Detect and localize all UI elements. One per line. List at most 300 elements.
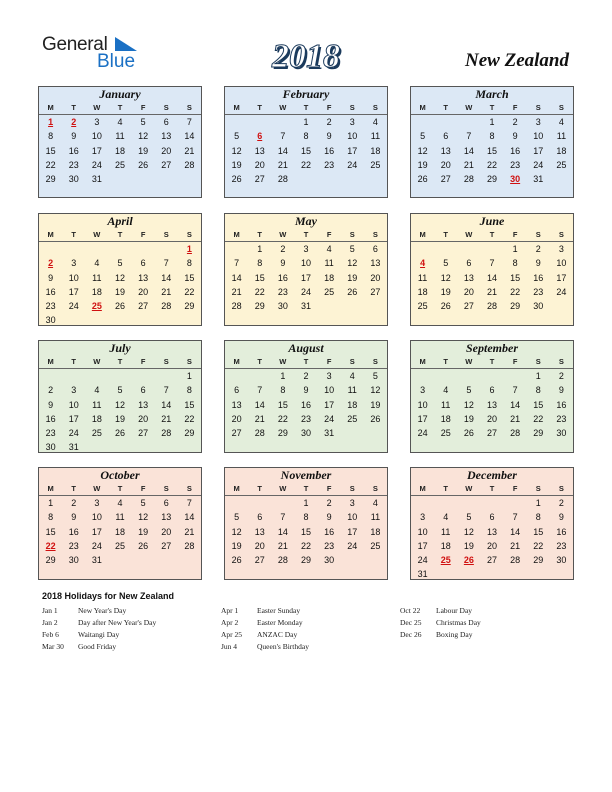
empty-cell xyxy=(108,242,131,256)
weekday-label: T xyxy=(489,484,495,493)
weekday-label: F xyxy=(512,357,518,366)
day-cell: 29 xyxy=(277,428,288,439)
day-cell: 9 xyxy=(71,512,77,523)
day-cell: 19 xyxy=(231,540,242,551)
weekday-label: W xyxy=(279,484,287,493)
holiday-day-cell: 2 xyxy=(48,258,54,269)
holiday-name: New Year's Day xyxy=(78,606,127,615)
day-cell: 21 xyxy=(184,145,195,156)
weekday-label: T xyxy=(489,103,495,112)
month-october xyxy=(38,467,202,580)
day-cell: 19 xyxy=(114,286,125,297)
holiday-name: Queen's Birthday xyxy=(257,642,309,651)
weekday-label: S xyxy=(186,103,192,112)
day-cell: 12 xyxy=(231,526,242,537)
day-cell: 2 xyxy=(71,498,77,508)
day-cell: 10 xyxy=(417,526,428,537)
day-cell: 22 xyxy=(300,159,311,170)
day-cell: 25 xyxy=(347,413,358,424)
empty-cell xyxy=(271,115,294,129)
day-cell: 27 xyxy=(161,159,172,170)
month-title: September xyxy=(466,341,518,355)
weekday-header xyxy=(225,483,387,496)
weekday-label: T xyxy=(443,103,448,112)
day-cell: 28 xyxy=(161,301,172,312)
day-cell: 8 xyxy=(257,258,263,269)
day-cell: 28 xyxy=(510,428,521,439)
day-cell: 6 xyxy=(489,385,495,396)
calendar-year: 2018 xyxy=(272,38,340,75)
day-cell: 19 xyxy=(347,272,358,283)
day-cell: 20 xyxy=(161,145,172,156)
month-january xyxy=(38,86,202,198)
empty-cell xyxy=(480,496,503,510)
holiday-date: Apr 1 xyxy=(221,606,239,615)
day-cell: 17 xyxy=(347,526,358,537)
day-cell: 13 xyxy=(440,145,451,156)
day-cell: 26 xyxy=(114,428,125,439)
weekday-label: S xyxy=(558,357,564,366)
day-cell: 29 xyxy=(184,428,195,439)
day-cell: 25 xyxy=(114,159,125,170)
day-cell: 5 xyxy=(443,258,449,269)
day-cell: 19 xyxy=(370,399,381,410)
holiday-row xyxy=(400,629,580,641)
holiday-name: Good Friday xyxy=(78,642,117,651)
day-cell: 28 xyxy=(463,174,474,185)
day-cell: 2 xyxy=(558,498,564,508)
day-cell: 20 xyxy=(486,540,497,551)
day-cell: 28 xyxy=(254,428,265,439)
day-cell: 21 xyxy=(277,540,288,551)
weekday-label: F xyxy=(326,230,332,239)
day-cell: 1 xyxy=(303,117,309,127)
day-cell: 20 xyxy=(231,413,242,424)
day-cell: 17 xyxy=(556,272,567,283)
empty-cell xyxy=(225,115,248,129)
day-cell: 17 xyxy=(68,286,79,297)
day-cell: 18 xyxy=(370,526,381,537)
day-cell: 23 xyxy=(45,428,56,439)
day-cell: 12 xyxy=(463,399,474,410)
day-cell: 28 xyxy=(161,428,172,439)
day-cell: 18 xyxy=(417,286,428,297)
weekday-label: T xyxy=(257,357,262,366)
weekday-label: M xyxy=(419,357,426,366)
day-grid xyxy=(39,496,201,567)
day-cell: 15 xyxy=(300,145,311,156)
day-cell: 23 xyxy=(300,413,311,424)
day-cell: 29 xyxy=(45,174,56,185)
day-cell: 14 xyxy=(161,399,172,410)
empty-cell xyxy=(248,369,271,383)
day-cell: 7 xyxy=(512,385,518,396)
month-title: November xyxy=(280,468,332,482)
day-grid xyxy=(225,496,387,567)
day-cell: 6 xyxy=(140,258,146,269)
holiday-date: Apr 25 xyxy=(221,630,243,639)
month-title: June xyxy=(479,214,505,228)
day-cell: 25 xyxy=(324,286,335,297)
day-cell: 9 xyxy=(280,258,286,269)
day-cell: 16 xyxy=(45,413,56,424)
day-cell: 3 xyxy=(558,244,564,254)
day-cell: 24 xyxy=(417,428,428,439)
weekday-label: T xyxy=(303,357,309,366)
day-cell: 17 xyxy=(68,413,79,424)
day-cell: 13 xyxy=(370,258,381,269)
day-cell: 13 xyxy=(254,526,265,537)
day-cell: 27 xyxy=(231,428,242,439)
empty-cell xyxy=(248,496,271,510)
day-cell: 24 xyxy=(68,428,79,439)
month-june xyxy=(410,213,574,326)
holiday-row xyxy=(42,641,222,653)
day-cell: 28 xyxy=(510,555,521,566)
day-cell: 31 xyxy=(417,569,428,580)
empty-cell xyxy=(457,369,480,383)
holiday-day-cell: 25 xyxy=(91,301,102,312)
day-cell: 26 xyxy=(440,301,451,312)
day-cell: 10 xyxy=(68,272,79,283)
holiday-day-cell: 26 xyxy=(463,555,474,566)
weekday-label: F xyxy=(326,484,332,493)
empty-cell xyxy=(411,369,434,383)
empty-cell xyxy=(108,369,131,383)
day-cell: 9 xyxy=(558,385,564,396)
day-cell: 30 xyxy=(556,555,567,566)
day-cell: 5 xyxy=(140,498,146,508)
weekday-label: T xyxy=(257,484,262,493)
day-cell: 5 xyxy=(349,244,355,254)
day-cell: 24 xyxy=(324,413,335,424)
day-cell: 10 xyxy=(347,131,358,142)
day-cell: 27 xyxy=(463,301,474,312)
day-cell: 15 xyxy=(254,272,265,283)
day-grid xyxy=(411,115,573,186)
day-cell: 24 xyxy=(68,301,79,312)
day-cell: 25 xyxy=(370,540,381,551)
day-cell: 16 xyxy=(324,526,335,537)
holiday-date: Jan 2 xyxy=(42,618,58,627)
day-cell: 4 xyxy=(94,385,100,396)
day-cell: 3 xyxy=(94,117,100,127)
day-cell: 30 xyxy=(324,555,335,566)
day-cell: 19 xyxy=(463,413,474,424)
weekday-label: S xyxy=(535,484,541,493)
day-cell: 14 xyxy=(231,272,242,283)
day-cell: 7 xyxy=(257,385,263,396)
day-cell: 5 xyxy=(466,512,472,523)
weekday-label: S xyxy=(558,103,564,112)
holiday-date: Jan 1 xyxy=(42,606,58,615)
day-cell: 20 xyxy=(463,286,474,297)
day-cell: 5 xyxy=(117,385,123,396)
day-cell: 2 xyxy=(512,117,518,127)
day-cell: 15 xyxy=(184,272,195,283)
day-cell: 8 xyxy=(512,258,518,269)
day-cell: 18 xyxy=(324,272,335,283)
day-cell: 22 xyxy=(45,159,56,170)
day-cell: 31 xyxy=(68,442,79,453)
day-cell: 24 xyxy=(417,555,428,566)
day-cell: 3 xyxy=(349,498,355,508)
day-cell: 10 xyxy=(300,258,311,269)
weekday-label: F xyxy=(326,103,332,112)
day-cell: 6 xyxy=(163,498,169,508)
day-cell: 13 xyxy=(161,512,172,523)
weekday-label: S xyxy=(186,484,192,493)
day-cell: 23 xyxy=(533,286,544,297)
day-cell: 9 xyxy=(535,258,541,269)
day-cell: 17 xyxy=(417,540,428,551)
weekday-label: S xyxy=(558,230,564,239)
day-cell: 20 xyxy=(138,413,149,424)
day-cell: 17 xyxy=(91,145,102,156)
empty-cell xyxy=(504,496,527,510)
day-cell: 7 xyxy=(163,385,169,396)
day-cell: 9 xyxy=(48,272,54,283)
day-cell: 20 xyxy=(440,159,451,170)
day-cell: 6 xyxy=(163,117,169,127)
day-cell: 25 xyxy=(114,540,125,551)
weekday-label: W xyxy=(279,103,287,112)
day-cell: 27 xyxy=(370,286,381,297)
weekday-label: F xyxy=(512,103,518,112)
day-cell: 17 xyxy=(324,399,335,410)
day-cell: 8 xyxy=(535,512,541,523)
weekday-label: W xyxy=(465,103,473,112)
day-cell: 1 xyxy=(535,371,541,381)
logo-blue-text: Blue xyxy=(97,51,136,72)
day-cell: 14 xyxy=(463,145,474,156)
day-cell: 14 xyxy=(510,526,521,537)
day-cell: 18 xyxy=(556,145,567,156)
day-cell: 1 xyxy=(257,244,263,254)
empty-cell xyxy=(480,242,503,256)
holiday-column xyxy=(42,605,222,653)
empty-cell xyxy=(225,496,248,510)
weekday-label: T xyxy=(71,357,76,366)
holiday-row xyxy=(221,617,401,629)
day-cell: 19 xyxy=(114,413,125,424)
day-cell: 23 xyxy=(68,540,79,551)
empty-cell xyxy=(62,242,85,256)
day-cell: 15 xyxy=(533,526,544,537)
weekday-label: T xyxy=(71,103,76,112)
day-cell: 26 xyxy=(417,174,428,185)
day-cell: 13 xyxy=(231,399,242,410)
day-cell: 13 xyxy=(138,272,149,283)
day-cell: 29 xyxy=(184,301,195,312)
day-cell: 7 xyxy=(512,512,518,523)
weekday-label: T xyxy=(443,484,448,493)
day-cell: 31 xyxy=(91,174,102,185)
empty-cell xyxy=(85,242,108,256)
day-cell: 19 xyxy=(417,159,428,170)
day-cell: 22 xyxy=(184,413,195,424)
month-may xyxy=(224,213,388,326)
day-cell: 21 xyxy=(510,413,521,424)
day-cell: 20 xyxy=(161,526,172,537)
day-cell: 26 xyxy=(138,540,149,551)
month-title: March xyxy=(411,87,573,102)
day-cell: 27 xyxy=(138,301,149,312)
day-cell: 7 xyxy=(280,512,286,523)
weekday-label: M xyxy=(419,484,426,493)
day-cell: 11 xyxy=(115,131,125,142)
day-cell: 12 xyxy=(138,131,149,142)
day-cell: 1 xyxy=(48,498,54,508)
weekday-label: F xyxy=(512,230,518,239)
day-cell: 10 xyxy=(91,131,102,142)
empty-cell xyxy=(132,369,155,383)
day-cell: 21 xyxy=(231,286,242,297)
day-cell: 11 xyxy=(92,399,102,410)
day-cell: 8 xyxy=(186,258,192,269)
weekday-label: S xyxy=(349,230,355,239)
day-cell: 1 xyxy=(280,371,286,381)
weekday-label: T xyxy=(303,230,309,239)
weekday-label: T xyxy=(489,357,495,366)
empty-cell xyxy=(85,369,108,383)
holidays-title: 2018 Holidays for New Zealand xyxy=(42,591,175,601)
day-cell: 27 xyxy=(254,174,265,185)
weekday-label: T xyxy=(117,103,123,112)
day-cell: 30 xyxy=(277,301,288,312)
day-cell: 23 xyxy=(45,301,56,312)
day-cell: 10 xyxy=(68,399,79,410)
day-cell: 23 xyxy=(556,413,567,424)
day-cell: 14 xyxy=(277,145,288,156)
empty-cell xyxy=(39,369,62,383)
day-cell: 11 xyxy=(417,272,428,283)
day-cell: 26 xyxy=(231,555,242,566)
empty-cell xyxy=(248,115,271,129)
weekday-label: S xyxy=(535,357,541,366)
day-cell: 14 xyxy=(254,399,265,410)
month-july xyxy=(38,340,202,453)
day-cell: 9 xyxy=(303,385,309,396)
day-grid xyxy=(411,369,573,440)
month-title: January xyxy=(39,87,201,102)
holiday-name: Easter Sunday xyxy=(257,606,301,615)
holiday-column xyxy=(400,605,580,641)
weekday-label: T xyxy=(443,357,448,366)
day-cell: 11 xyxy=(441,399,451,410)
day-cell: 13 xyxy=(486,526,497,537)
day-cell: 14 xyxy=(161,272,172,283)
day-cell: 23 xyxy=(277,286,288,297)
day-cell: 13 xyxy=(463,272,474,283)
holiday-row xyxy=(221,629,401,641)
holiday-name: Day after New Year's Day xyxy=(78,618,157,627)
day-cell: 29 xyxy=(486,174,497,185)
day-cell: 2 xyxy=(326,117,332,127)
empty-cell xyxy=(434,369,457,383)
empty-cell xyxy=(62,369,85,383)
day-cell: 16 xyxy=(556,399,567,410)
day-cell: 11 xyxy=(324,258,334,269)
weekday-label: T xyxy=(303,103,309,112)
weekday-label: M xyxy=(419,230,426,239)
weekday-label: S xyxy=(535,230,541,239)
holiday-column xyxy=(221,605,401,653)
holiday-day-cell: 1 xyxy=(48,117,54,127)
day-cell: 5 xyxy=(234,131,240,142)
day-cell: 4 xyxy=(372,117,378,127)
day-cell: 23 xyxy=(556,540,567,551)
day-cell: 3 xyxy=(303,244,309,254)
day-cell: 24 xyxy=(91,159,102,170)
month-november xyxy=(224,467,388,580)
day-cell: 18 xyxy=(114,145,125,156)
weekday-label: S xyxy=(349,484,355,493)
holiday-date: Apr 2 xyxy=(221,618,239,627)
day-cell: 4 xyxy=(443,512,449,523)
day-cell: 2 xyxy=(535,244,541,254)
weekday-label: W xyxy=(279,230,287,239)
holiday-day-cell: 4 xyxy=(420,258,426,269)
day-cell: 27 xyxy=(440,174,451,185)
day-cell: 6 xyxy=(257,512,263,523)
day-cell: 15 xyxy=(510,272,521,283)
day-cell: 7 xyxy=(489,258,495,269)
holiday-day-cell: 6 xyxy=(257,131,263,142)
country-name: New Zealand xyxy=(465,50,569,71)
day-cell: 13 xyxy=(161,131,172,142)
day-cell: 10 xyxy=(533,131,544,142)
weekday-label: T xyxy=(257,230,262,239)
weekday-label: S xyxy=(372,357,378,366)
day-cell: 9 xyxy=(326,512,332,523)
day-cell: 26 xyxy=(347,286,358,297)
day-cell: 13 xyxy=(138,399,149,410)
day-cell: 30 xyxy=(68,174,79,185)
day-cell: 25 xyxy=(417,301,428,312)
weekday-label: S xyxy=(163,357,169,366)
holiday-row xyxy=(400,617,580,629)
day-cell: 31 xyxy=(91,555,102,566)
weekday-label: F xyxy=(140,103,146,112)
day-cell: 4 xyxy=(117,117,123,127)
day-cell: 22 xyxy=(533,413,544,424)
day-cell: 2 xyxy=(280,244,286,254)
empty-cell xyxy=(480,369,503,383)
holiday-row xyxy=(42,605,222,617)
weekday-label: M xyxy=(233,230,240,239)
day-cell: 2 xyxy=(558,371,564,381)
weekday-label: T xyxy=(117,357,123,366)
day-cell: 9 xyxy=(558,512,564,523)
month-september xyxy=(410,340,574,453)
day-cell: 13 xyxy=(254,145,265,156)
day-cell: 26 xyxy=(114,301,125,312)
day-cell: 22 xyxy=(300,540,311,551)
day-cell: 1 xyxy=(535,498,541,508)
weekday-label: M xyxy=(47,357,54,366)
day-cell: 17 xyxy=(300,272,311,283)
day-cell: 9 xyxy=(48,399,54,410)
day-cell: 8 xyxy=(48,512,54,523)
weekday-label: M xyxy=(47,484,54,493)
empty-cell xyxy=(457,115,480,129)
weekday-header xyxy=(225,229,387,242)
day-cell: 3 xyxy=(94,498,100,508)
empty-cell xyxy=(411,496,434,510)
day-cell: 31 xyxy=(533,174,544,185)
day-cell: 15 xyxy=(45,526,56,537)
